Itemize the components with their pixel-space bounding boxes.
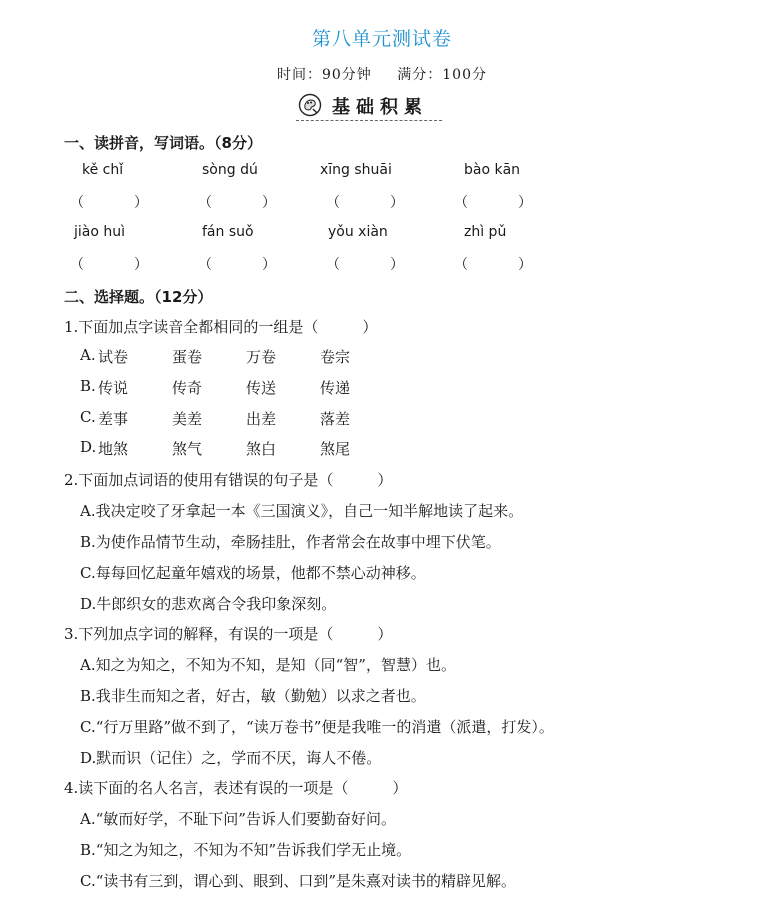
pinyin-row-2	[70, 224, 570, 246]
choice-word: 传递	[320, 379, 351, 397]
pinyin-item: xīng shuāi	[320, 162, 392, 178]
choice-word: 传送	[246, 379, 277, 397]
question-2-stem: 2.下面加点词语的使用有错误的句子是（ ）	[64, 471, 393, 489]
q3-option-d[interactable]: D.默而识（记住）之，学而不厌，诲人不倦。	[80, 749, 382, 767]
choice-word: 试卷	[98, 348, 129, 366]
q3-option-a[interactable]: A.知之为知之，不知为不知，是知（同“智”，智慧）也。	[80, 656, 456, 674]
answer-row-1: （ ） （ ） （ ） （ ）	[70, 195, 532, 211]
choice-word: 差事	[98, 410, 129, 428]
pinyin-item: bào kān	[464, 162, 521, 178]
question-3-stem: 3.下列加点字词的解释，有误的一项是（ ）	[64, 625, 393, 643]
q2-option-d[interactable]: D.牛郎织女的悲欢离合令我印象深刻。	[80, 595, 337, 613]
choice-word: 出差	[246, 410, 277, 428]
q2-option-a[interactable]: A.我决定咬了牙拿起一本《三国演义》，自己一知半解地读了起来。	[80, 502, 524, 520]
pinyin-row-1	[70, 162, 570, 184]
q4-option-b[interactable]: B.“知之为知之，不知为不知”告诉我们学无止境。	[80, 841, 412, 859]
section1-heading: 一、读拼音，写词语。（8分）	[64, 134, 262, 152]
choice-word: 美差	[172, 410, 203, 428]
exam-meta	[0, 64, 764, 84]
banner-label: 基础积累	[332, 97, 428, 118]
pinyin-item: yǒu xiàn	[328, 224, 388, 240]
q3-option-c[interactable]: C.“行万里路”做不到了，“读万卷书”便是我唯一的消遣（派遣，打发）。	[80, 718, 554, 736]
pinyin-item: kě chǐ	[82, 162, 124, 178]
choice-word: 蛋卷	[172, 348, 203, 366]
choice-word: 煞尾	[320, 440, 351, 458]
q2-option-b[interactable]: B.为使作品情节生动，牵肠挂肚，作者常会在故事中埋下伏笔。	[80, 533, 501, 551]
pinyin-item: jiào huì	[74, 224, 126, 240]
page-title: 第八单元测试卷	[311, 28, 452, 50]
choice-word: 传说	[98, 379, 129, 397]
pinyin-item: sòng dú	[202, 162, 258, 178]
choice-word: 煞气	[172, 440, 203, 458]
full-score: 满分：100分	[397, 67, 487, 83]
question-4-stem: 4.读下面的名人名言，表述有误的一项是（ ）	[64, 779, 408, 797]
choice-word: 传奇	[172, 379, 203, 397]
choice-word: 卷宗	[320, 348, 351, 366]
choice-word: 落差	[320, 410, 351, 428]
question-1-stem: 1.下面加点字读音全都相同的一组是（ ）	[64, 318, 378, 336]
q4-option-a[interactable]: A.“敏而好学，不耻下问”告诉人们要勤奋好问。	[80, 810, 396, 828]
pinyin-item: fán suǒ	[202, 224, 254, 240]
q4-option-c[interactable]: C.“读书有三到，谓心到、眼到、口到”是朱熹对读书的精辟见解。	[80, 872, 517, 890]
q2-option-c[interactable]: C.每每回忆起童年嬉戏的场景，他都不禁心动神移。	[80, 564, 426, 582]
choice-word: 煞白	[246, 440, 277, 458]
choice-word: 地煞	[98, 440, 129, 458]
section-banner	[296, 92, 442, 121]
pinyin-item: zhì pǔ	[464, 224, 507, 240]
q3-option-b[interactable]: B.我非生而知之者，好古，敏（勤勉）以求之者也。	[80, 687, 426, 705]
paint-palette-icon	[298, 93, 322, 117]
answer-row-2: （ ） （ ） （ ） （ ）	[70, 257, 532, 273]
choice-word: 万卷	[246, 348, 277, 366]
time-limit: 时间：90分钟	[276, 67, 372, 83]
section2-heading: 二、选择题。（12分）	[64, 288, 213, 306]
